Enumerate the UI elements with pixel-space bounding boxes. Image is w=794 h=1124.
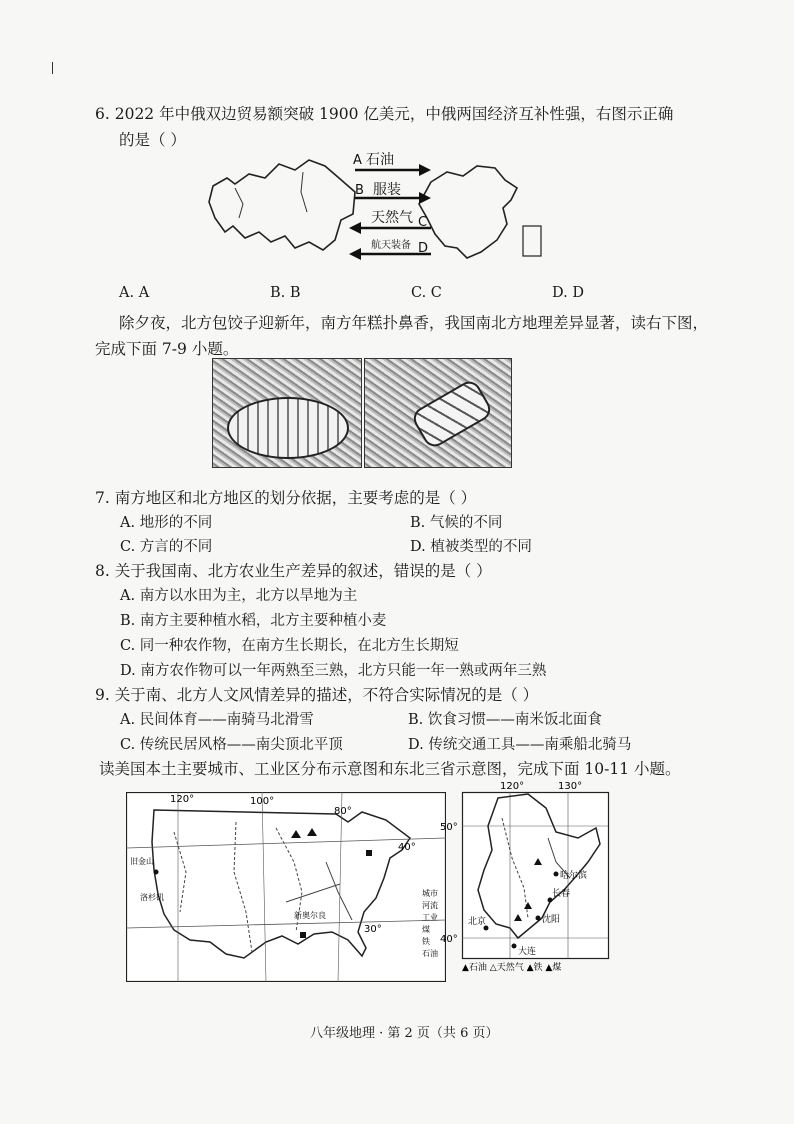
dumplings-photo: [212, 358, 362, 468]
city-los-angeles: 洛杉矶: [140, 893, 164, 902]
intro-10-11: 读美国本土主要城市、工业区分布示意图和东北三省示意图，完成下面 10-11 小题。: [99, 760, 681, 778]
arrow-b-label: 服装: [373, 182, 401, 198]
rice-cake-rolls: [409, 377, 494, 450]
ne-city-beijing: 北京: [468, 917, 487, 927]
us-legend-oil: 石油: [422, 949, 438, 958]
ne-city-shenyang: 沈阳: [542, 915, 561, 925]
ne-lon-120: 120°: [500, 781, 525, 792]
q8-option-b: B. 南方主要种植水稻，北方主要种植小麦: [120, 613, 387, 629]
city-new-orleans: 新奥尔良: [294, 911, 326, 920]
us-city-dot: [154, 870, 159, 875]
arrow-d-letter: D: [418, 241, 429, 256]
us-legend-industry: 工业: [422, 913, 438, 922]
page-footer: 八年级地理 · 第 2 页（共 6 页）: [310, 1026, 499, 1041]
intro-7-9-line1: 除夕夜，北方包饺子迎新年，南方年糕扑鼻香，我国南北方地理差异显著，读右下图，: [119, 314, 709, 332]
rice-cake-photo: [364, 358, 512, 468]
q6-option-b: B. B: [270, 285, 301, 301]
q7-option-c: C. 方言的不同: [120, 539, 213, 555]
q8-option-a: A. 南方以水田为主，北方以旱地为主: [120, 588, 358, 604]
us-industry-map: [126, 792, 446, 982]
ne-city-dot-dalian: [512, 944, 517, 949]
q7-option-b: B. 气候的不同: [410, 515, 503, 531]
ne-lat-50: 50°: [440, 822, 458, 833]
q9-option-a: A. 民间体育——南骑马北滑雪: [120, 712, 314, 728]
ne-lat-40: 40°: [440, 934, 458, 945]
ne-city-harbin: 哈尔滨: [560, 871, 588, 881]
arrow-c-letter: C: [418, 215, 428, 230]
us-legend-city: 城市: [422, 889, 438, 898]
south-china-sea-inset: [523, 226, 541, 256]
ne-city-dalian: 大连: [518, 947, 537, 957]
ne-legend: ▲石油 △天然气 ▲铁 ▲煤: [462, 963, 562, 973]
us-legend-coal: 煤: [422, 925, 430, 934]
q7-option-d: D. 植被类型的不同: [410, 539, 532, 555]
us-industry-symbol-2: [300, 932, 306, 938]
q8-option-d: D. 南方农作物可以一年两熟至三熟，北方只能一年一熟或两年三熟: [120, 663, 547, 679]
intro-7-9-line2: 完成下面 7-9 小题。: [95, 340, 239, 358]
us-lon-100: 100°: [250, 796, 275, 807]
us-legend-iron: 铁: [422, 937, 430, 946]
q6-option-c: C. C: [411, 285, 442, 301]
us-lat-30: 30°: [364, 924, 382, 935]
arrow-b-letter: B: [355, 183, 364, 198]
q9-option-c: C. 传统民居风格——南尖顶北平顶: [120, 737, 343, 753]
ne-city-dot-shenyang: [536, 916, 541, 921]
ne-city-changchun: 长春: [552, 889, 571, 899]
china-map-outline: [419, 166, 517, 258]
margin-mark: [52, 62, 53, 74]
northeast-china-map: [438, 778, 614, 974]
arrow-a-letter: A: [353, 153, 362, 168]
q9-stem: 9. 关于南、北方人文风情差异的描述，不符合实际情况的是（ ）: [95, 686, 539, 704]
q6-option-d: D. D: [552, 285, 584, 301]
q7-option-a: A. 地形的不同: [120, 515, 213, 531]
q6-stem-line1: 6. 2022 年中俄双边贸易额突破 1900 亿美元，中俄两国经济互补性强，右图示正确: [95, 105, 674, 123]
q8-option-c: C. 同一种农作物，在南方生长期长，在北方生长期短: [120, 638, 459, 654]
arrow-a-label: 石油: [366, 152, 394, 168]
russia-map-outline: [209, 160, 355, 250]
dumpling-plate: [227, 397, 349, 459]
q9-option-d: D. 传统交通工具——南乘船北骑马: [408, 737, 632, 753]
ne-lon-130: 130°: [558, 781, 583, 792]
us-lon-80: 80°: [334, 806, 352, 817]
arrow-c-label: 天然气: [371, 210, 413, 226]
q7-stem: 7. 南方地区和北方地区的划分依据，主要考虑的是（ ）: [95, 489, 477, 507]
us-lat-40: 40°: [398, 842, 416, 853]
us-lon-120: 120°: [170, 794, 195, 805]
city-san-francisco: 旧金山: [130, 857, 154, 866]
q9-option-b: B. 饮食习惯——南米饭北面食: [408, 712, 602, 728]
us-industry-symbol-1: [366, 850, 372, 856]
q6-option-a: A. A: [119, 285, 150, 301]
ne-city-dot-harbin: [554, 872, 559, 877]
russia-china-trade-figure: [205, 148, 550, 268]
q6-stem-line2: 的是（ ）: [119, 131, 186, 149]
q8-stem: 8. 关于我国南、北方农业生产差异的叙述，错误的是（ ）: [95, 562, 492, 580]
us-legend-river: 河流: [422, 901, 438, 910]
arrow-d-label: 航天装备: [371, 240, 411, 251]
